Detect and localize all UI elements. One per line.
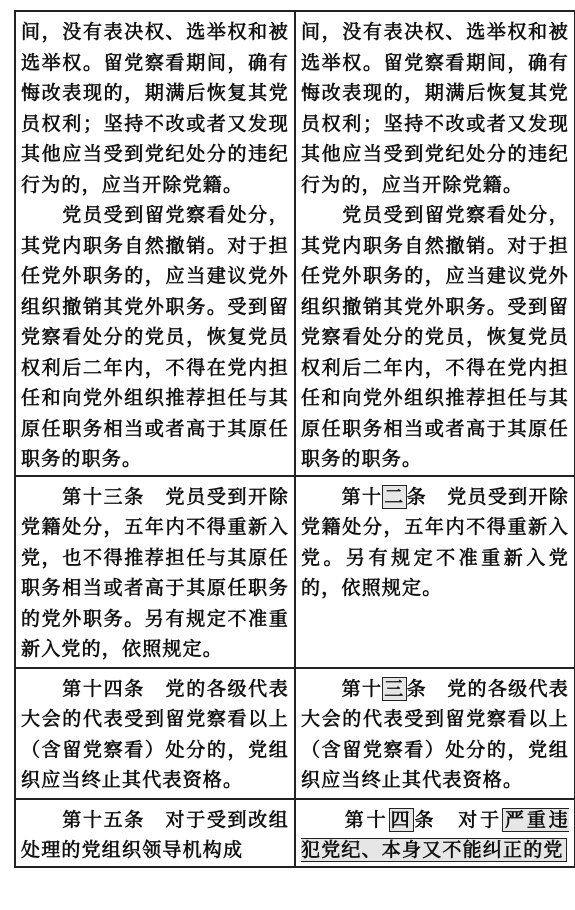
table-row xyxy=(15,799,575,867)
new-text-cell xyxy=(295,668,575,799)
new-paragraph: 党员受到留党察看处分，其党内职务自然撤销。对于担任党外职务的，应当建议党外组织撤销其党外职务。受到留党察看处分的党员，恢复党员权利后二年内，不得在党内担任和向党外组织推荐担任与其原任职务相当或者高于其原任职务的职务。 xyxy=(301,204,569,470)
article-text: 条 党员受到开除党籍处分，五年内不得重新入党。另有规定不准重新入党的，依照规定。 xyxy=(301,485,569,599)
old-text-cell xyxy=(15,668,295,799)
old-paragraph: 间，没有表决权、选举权和被选举权。留党察看期间，确有悔改表现的，期满后恢复其党员权利；坚持不改或者又发现其他应当受到党纪处分的违纪行为的，应当开除党籍。 xyxy=(21,21,289,196)
added-text-highlight: 严重违犯党纪、本身又不能纠正的党 xyxy=(301,808,569,861)
new-text-cell xyxy=(295,11,575,476)
new-paragraph: 间，没有表决权、选举权和被选举权。留党察看期间，确有悔改表现的，期满后恢复其党员权利；坚持不改或者又发现其他应当受到党纪处分的违纪行为的，应当开除党籍。 xyxy=(301,21,569,196)
old-text-cell xyxy=(15,476,295,668)
table-row xyxy=(15,668,575,799)
old-text-cell xyxy=(15,799,295,867)
article-text: 条 党的各级代表大会的代表受到留党察看以上（含留党察看）处分的，党组织应当终止其代表资格。 xyxy=(301,677,569,791)
comparison-table xyxy=(14,10,575,868)
table-row xyxy=(15,476,575,668)
table-row xyxy=(15,11,575,476)
article-text: 第十 xyxy=(301,808,389,831)
article-text: 第十 xyxy=(301,677,383,700)
new-article-12 xyxy=(301,482,569,604)
new-article-13 xyxy=(301,674,569,796)
article-text: 第十三条 党员受到开除党籍处分，五年内不得重新入党， xyxy=(21,485,289,569)
old-paragraph: 党员受到留党察看处分，其党内职务自然撤销。对于担任党外职务的，应当建议党外组织撤销其党外职务。受到留党察看处分的党员，恢复党员权利后二年内，不得在党内担任和向党外组织推荐担任与其原任职务相当或者高于其原任职务的职务。 xyxy=(21,204,289,470)
renumbered-mark: 四 xyxy=(390,808,413,831)
article-text: 条 对于 xyxy=(414,808,503,831)
article-text: 另有规定不准重新入党的，依照规定。 xyxy=(21,607,290,660)
old-text-cell xyxy=(15,11,295,476)
old-article-13 xyxy=(21,482,289,665)
renumbered-mark: 三 xyxy=(384,677,405,700)
article-text: 第十 xyxy=(301,485,383,508)
new-text-cell xyxy=(295,476,575,668)
new-text-cell xyxy=(295,799,575,867)
new-article-14 xyxy=(301,805,569,866)
old-article-15: 第十五条 对于受到改组处理的党组织领导机构成 xyxy=(21,808,289,861)
renumbered-mark: 二 xyxy=(384,485,405,508)
comparison-page xyxy=(14,10,569,887)
deleted-text: 也不得推荐担任与其原任职务相当或者高于其原任职务的党外职务。 xyxy=(21,546,290,630)
old-article-14: 第十四条 党的各级代表大会的代表受到留党察看以上（含留党察看）处分的，党组织应当终止其代表资格。 xyxy=(21,677,289,791)
